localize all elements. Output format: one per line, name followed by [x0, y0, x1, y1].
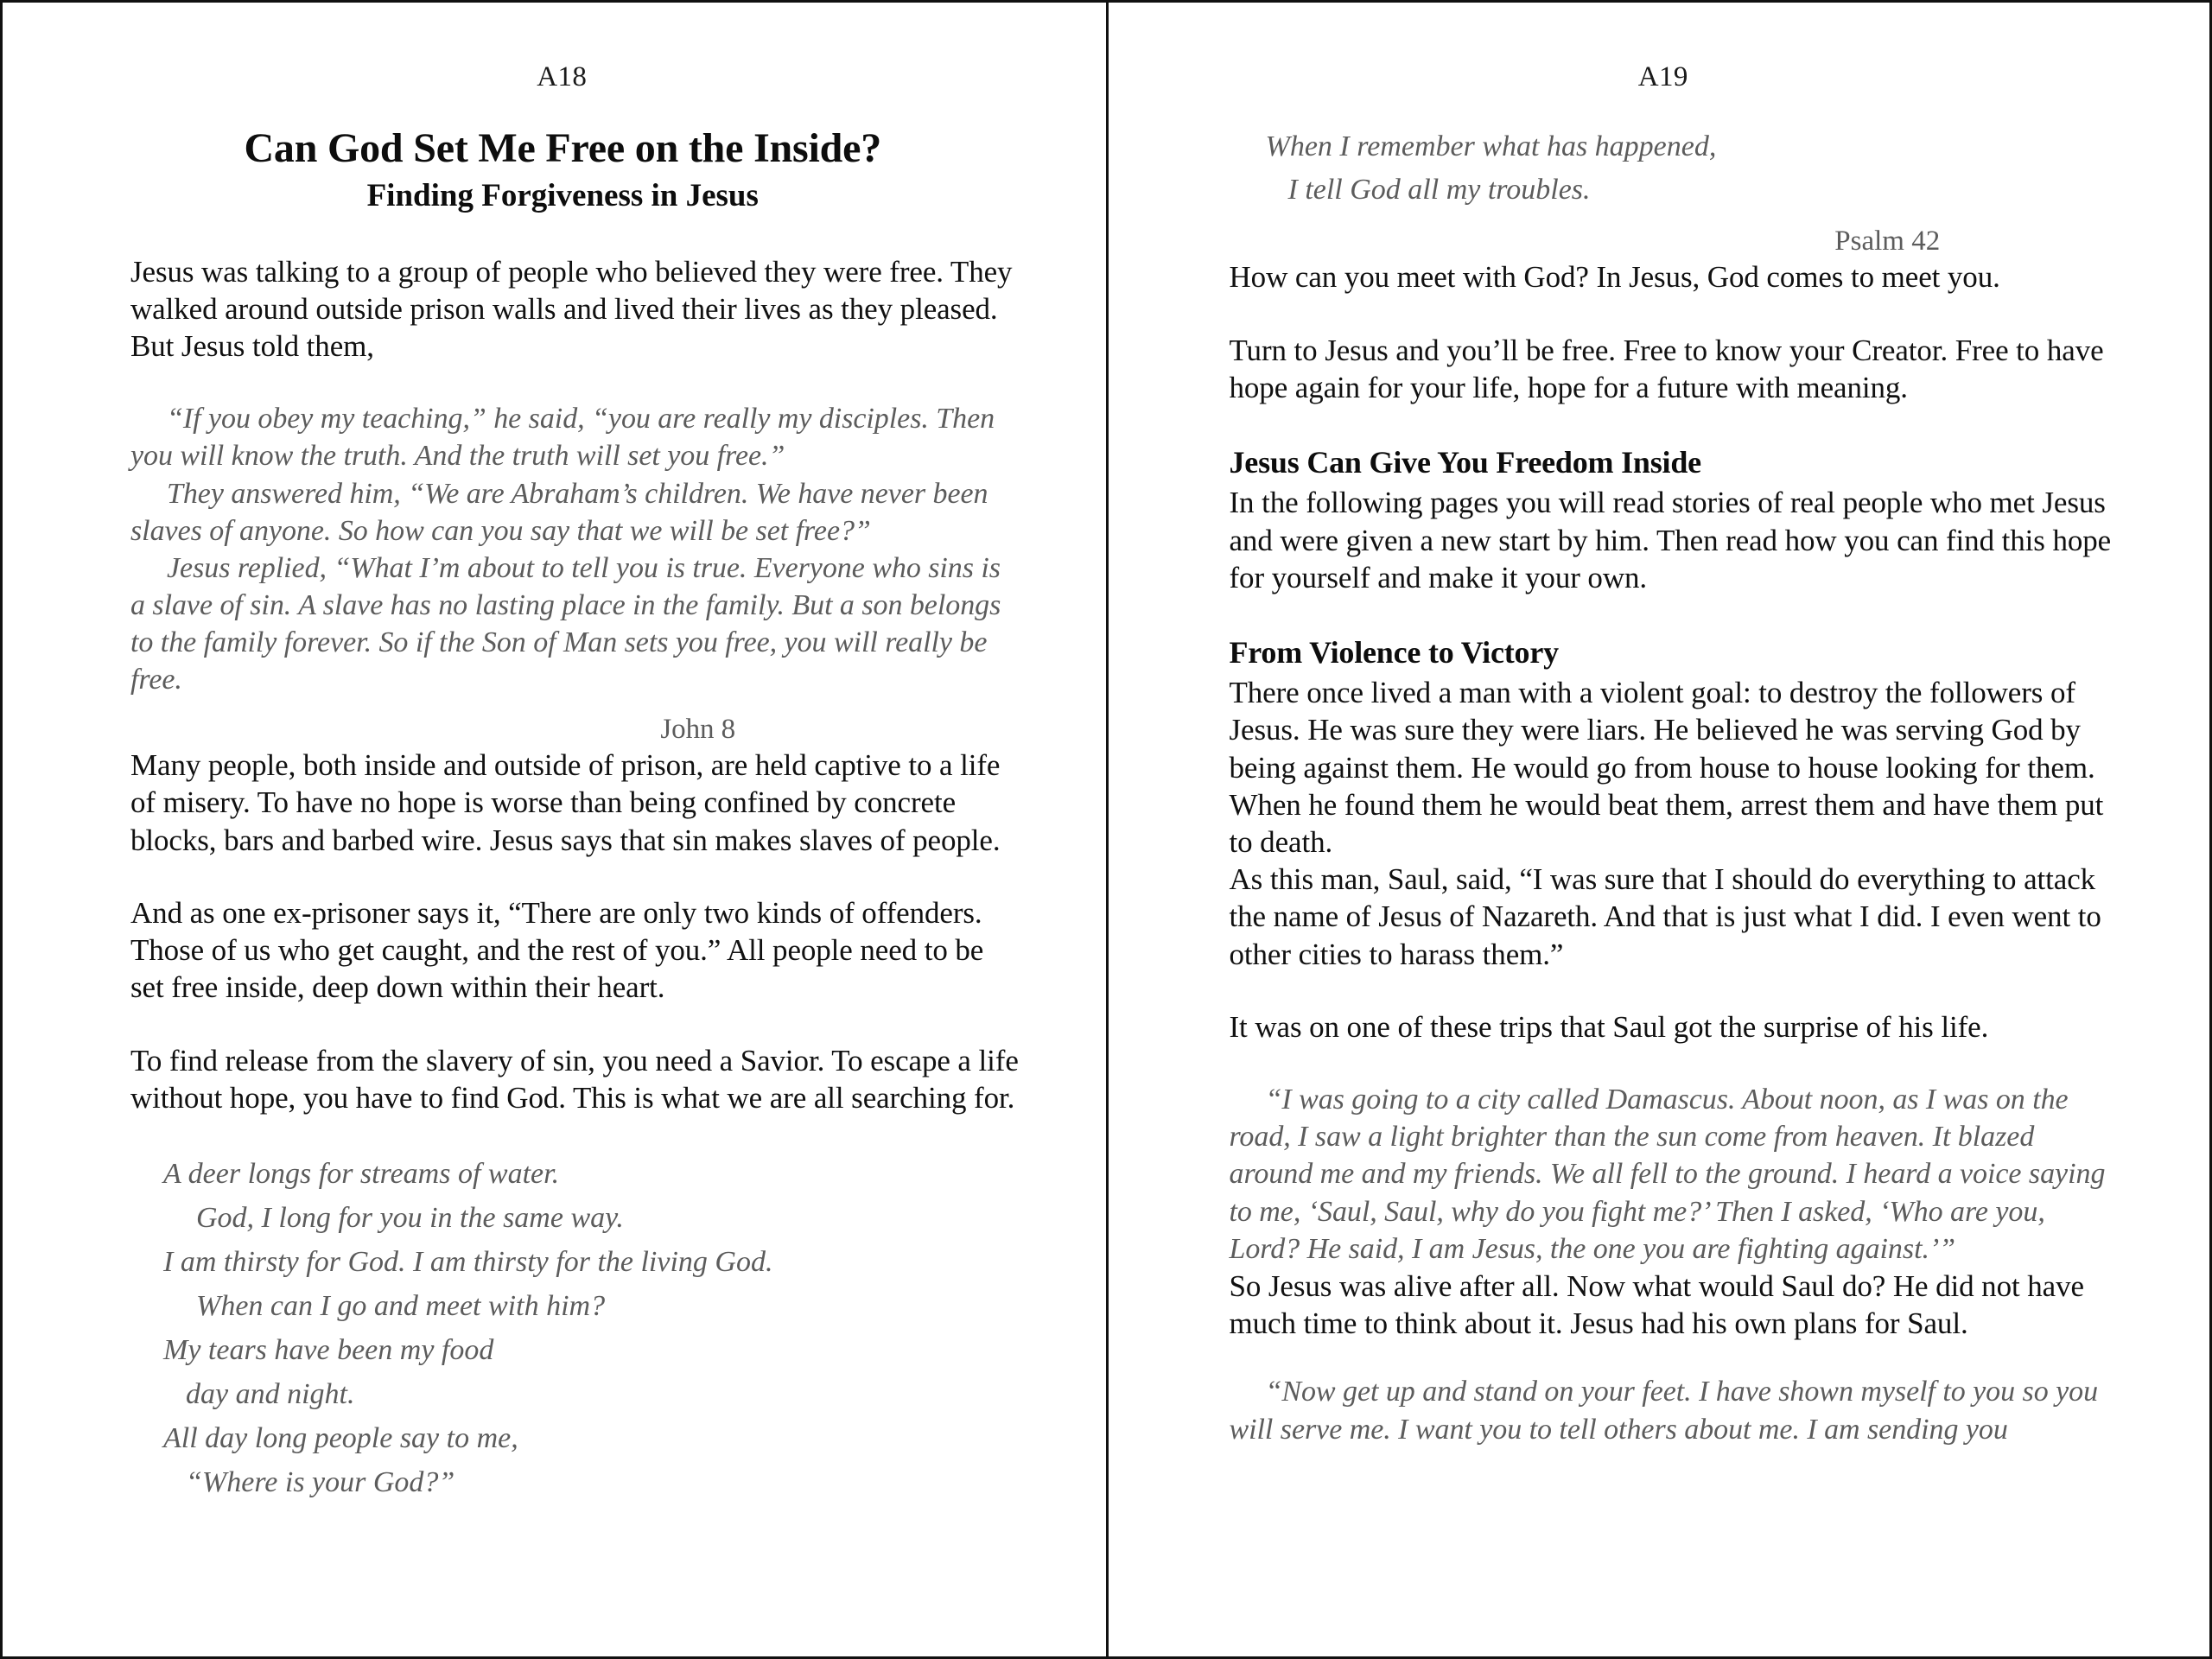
verse-line: I tell God all my troubles.: [1287, 173, 1591, 206]
quote-paragraph: “If you obey my teaching,” he said, “you are really my disciples. Then you will know the truth. And the truth will set you free.”: [130, 403, 995, 473]
psalm-verse-continuation: [1230, 125, 2117, 258]
poem-line: I am thirsty for God. I am thirsty for the living God.: [163, 1245, 773, 1278]
poem-line: “Where is your God?”: [186, 1465, 455, 1498]
right-page: [1109, 3, 2210, 1656]
quote-paragraph: “Now get up and stand on your feet. I have shown myself to you so you will serve me. I want you to tell others about me. I am sending you: [1229, 1376, 2099, 1446]
section-heading: Jesus Can Give You Freedom Inside: [1229, 445, 1701, 480]
body-paragraph: As this man, Saul, said, “I was sure that I should do everything to attack the name of Jesus of Nazareth. And that is just what I did. I even went to other cities to harass them.”: [1229, 862, 2101, 971]
left-page-content: [3, 3, 1106, 1656]
poem-line: day and night.: [186, 1377, 355, 1410]
left-page: [3, 3, 1109, 1656]
damascus-quote-block: [1230, 1081, 2117, 1268]
closing-quote-block: [1230, 1373, 2117, 1447]
body-paragraph: How can you meet with God? In Jesus, God comes to meet you.: [1229, 260, 2000, 295]
scripture-quote-john: [130, 400, 1020, 747]
quote-paragraph: They answered him, “We are Abraham’s children. We have never been slaves of anyone. So how can you say that we will be set free?”: [130, 477, 988, 547]
page-number-right: A19: [1637, 61, 1688, 92]
intro-paragraph: Jesus was talking to a group of people who believed they were free. They walked around outside prison walls and lived their lives as they pleased. But Jesus told them,: [130, 254, 1013, 363]
body-paragraph: To find release from the slavery of sin, you need a Savior. To escape a life without hope, you have to find God. This is what we are all searching for.: [130, 1043, 1019, 1115]
spacer: [130, 215, 1020, 253]
section-body: In the following pages you will read stories of real people who met Jesus and were given a new start by him. Then read how you can find this hope for yourself and make it your own.: [1229, 486, 2112, 594]
body-paragraph: It was on one of these trips that Saul got the surprise of his life.: [1229, 1009, 1989, 1044]
poem-line: God, I long for you in the same way.: [196, 1201, 624, 1234]
body-paragraph: Turn to Jesus and you’ll be free. Free to know your Creator. Free to have hope again for your life, hope for a future with meaning.: [1229, 333, 2104, 404]
body-paragraph: Many people, both inside and outside of prison, are held captive to a life of misery. To have no hope is worse than being confined by concrete blocks, bars and barbed wire. Jesus says that sin makes slaves of people.: [130, 748, 1001, 857]
poem-line: My tears have been my food: [163, 1333, 494, 1366]
body-paragraph: And as one ex-prisoner says it, “There are only two kinds of offenders. Those of us who get caught, and the rest of you.” All people need to be set free inside, deep down within their heart.: [130, 895, 984, 1005]
poem-line: A deer longs for streams of water.: [163, 1157, 560, 1190]
verse-line: When I remember what has happened,: [1265, 130, 1717, 163]
body-paragraph: So Jesus was alive after all. Now what would Saul do? He did not have much time to think about it. Jesus had his own plans for Saul.: [1229, 1269, 2084, 1341]
poem-line: All day long people say to me,: [163, 1421, 518, 1454]
page-title: Can God Set Me Free on the Inside?: [244, 125, 882, 172]
section-jesus-freedom: [1230, 444, 2117, 596]
spacer: [1230, 92, 2117, 125]
verse-attribution: Psalm 42: [1834, 225, 1941, 257]
quote-paragraph: “I was going to a city called Damascus. About noon, as I was on the road, I saw a light brighter than the sun come from heaven. It blazed around me and my friends. We all fell to the ground. I heard a voice saying to me, ‘Saul, Saul, why do you fight me?’ Then I asked, ‘Who are you, Lord? He said, I am Jesus, the one you are fighting against.’”: [1229, 1084, 2106, 1265]
section-violence-victory: [1230, 634, 2117, 861]
section-body: There once lived a man with a violent goal: to destroy the followers of Jesus. He was sure they were liars. He believed he was serving God by being against them. He would go from house to house looking for them. When he found them he would beat them, arrest them and have them put to death.: [1229, 676, 2104, 860]
page-number-left: A18: [537, 61, 588, 92]
psalm-poem-block: [130, 1152, 1020, 1504]
right-page-content: [1109, 3, 2210, 1656]
page-subtitle: Finding Forgiveness in Jesus: [366, 178, 759, 214]
section-heading: From Violence to Victory: [1229, 634, 1559, 670]
poem-line: When can I go and meet with him?: [196, 1289, 606, 1322]
quote-paragraph: Jesus replied, “What I’m about to tell you is true. Everyone who sins is a slave of sin. A slave has no lasting place in the family. But a son belongs to the family forever. So if the Son of Man sets you free, you will really be free.: [130, 551, 1001, 696]
quote-attribution: John 8: [660, 713, 736, 745]
